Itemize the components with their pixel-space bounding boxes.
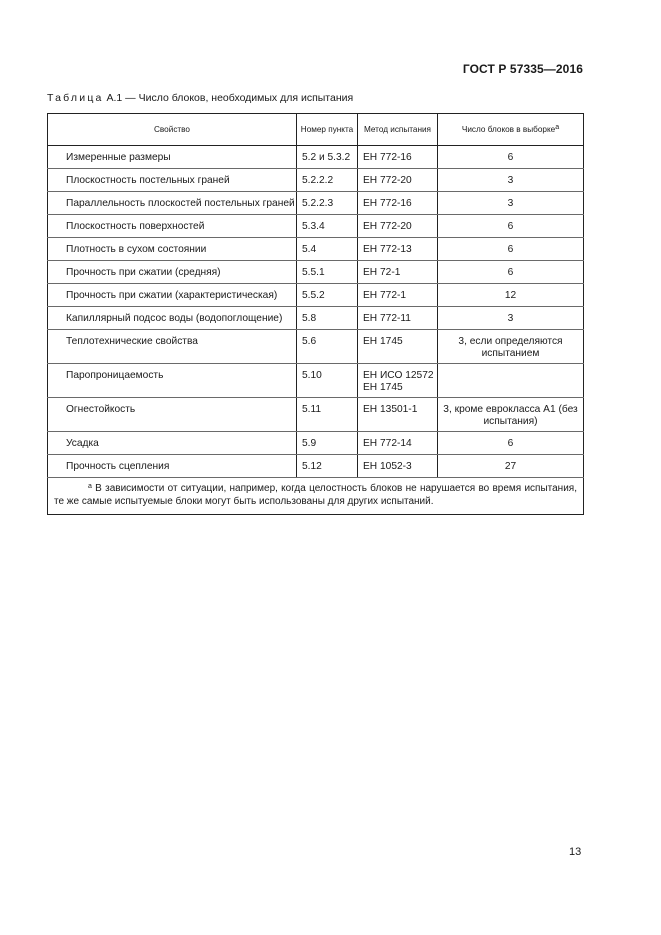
cell-method: ЕН 1745 xyxy=(363,336,403,347)
header-method: Метод испытания xyxy=(358,114,438,146)
header-count-footnote-mark: a xyxy=(555,123,560,131)
cell-count: 3 xyxy=(507,175,514,186)
table-row xyxy=(48,169,584,192)
cell-property: Прочность при сжатии (средняя) xyxy=(66,267,221,278)
cell-method: ЕН 13501-1 xyxy=(363,404,418,415)
cell-clause: 5.5.1 xyxy=(302,267,325,278)
footnote-text: В зависимости от ситуации, например, когда целостность блоков не нарушается во время испытания, те же самые испытуемые блоки могут быть использованы для других испытаний. xyxy=(54,483,577,507)
cell-count: 6 xyxy=(507,438,514,449)
footnote-mark: a xyxy=(88,483,92,490)
table-footnote-row xyxy=(48,478,584,515)
cell-clause: 5.4 xyxy=(302,244,317,255)
cell-property: Плоскостность поверхностей xyxy=(66,221,205,232)
cell-clause: 5.12 xyxy=(302,461,322,472)
table-caption-text: А.1 — Число блоков, необходимых для испытания xyxy=(103,92,354,104)
cell-clause: 5.6 xyxy=(302,336,317,347)
cell-property: Параллельность плоскостей постельных граней xyxy=(66,198,295,209)
cell-clause: 5.3.4 xyxy=(302,221,325,232)
table-row xyxy=(48,398,584,432)
cell-method: ЕН 772-20 xyxy=(363,221,412,232)
table-row xyxy=(48,284,584,307)
cell-clause: 5.2.2.3 xyxy=(302,198,334,209)
cell-method: ЕН 772-13 xyxy=(363,244,412,255)
cell-property: Огнестойкость xyxy=(66,404,136,415)
table-caption-label: Таблица xyxy=(47,92,104,104)
cell-property: Измеренные размеры xyxy=(66,152,171,163)
cell-count: 6 xyxy=(507,152,514,163)
cell-method: ЕН 772-11 xyxy=(363,313,411,324)
cell-method: ЕН 1052-3 xyxy=(363,461,412,472)
table-row xyxy=(48,455,584,478)
cell-clause: 5.8 xyxy=(302,313,317,324)
table-row xyxy=(48,215,584,238)
cell-count: 3, кроме еврокласса А1 (без испытания) xyxy=(443,404,578,427)
table-row xyxy=(48,307,584,330)
cell-property: Прочность при сжатии (характеристическая) xyxy=(66,290,278,301)
cell-count: 6 xyxy=(507,267,514,278)
cell-clause: 5.5.2 xyxy=(302,290,325,301)
header-count-label: Число блоков в выборке xyxy=(461,124,556,134)
header-property: Свойство xyxy=(48,114,297,146)
table-footnote xyxy=(48,478,584,515)
table-row xyxy=(48,364,584,398)
cell-count: 3 xyxy=(507,198,514,209)
cell-property: Теплотехнические свойства xyxy=(66,336,198,347)
table-row xyxy=(48,238,584,261)
table-caption xyxy=(47,92,353,104)
table-row xyxy=(48,432,584,455)
cell-clause: 5.2.2.2 xyxy=(302,175,334,186)
header-clause: Номер пункта xyxy=(297,114,358,146)
table-row xyxy=(48,261,584,284)
cell-count: 27 xyxy=(504,461,517,472)
cell-method: ЕН 772-14 xyxy=(363,438,412,449)
cell-method: ЕН 772-20 xyxy=(363,175,412,186)
table-row xyxy=(48,192,584,215)
cell-count: 3, если определяются испытанием xyxy=(458,336,563,359)
document-standard-number: ГОСТ Р 57335—2016 xyxy=(462,62,583,76)
cell-method: ЕН 772-1 xyxy=(363,290,407,301)
cell-method: ЕН 772-16 xyxy=(363,152,412,163)
table-row xyxy=(48,330,584,364)
table-row xyxy=(48,146,584,169)
page-number: 13 xyxy=(569,846,582,858)
cell-property: Капиллярный подсос воды (водопоглощение) xyxy=(66,313,283,324)
cell-property: Паропроницаемость xyxy=(66,370,164,381)
cell-property: Прочность сцепления xyxy=(66,461,170,472)
cell-count: 6 xyxy=(507,221,514,232)
cell-method: ЕН 72-1 xyxy=(363,267,401,278)
cell-count: 6 xyxy=(507,244,514,255)
table-header-row xyxy=(48,114,584,146)
blocks-count-table xyxy=(47,113,584,515)
cell-clause: 5.2 и 5.3.2 xyxy=(302,152,351,163)
cell-property: Плоскостность постельных граней xyxy=(66,175,230,186)
header-count xyxy=(438,114,584,146)
cell-count xyxy=(438,364,583,370)
cell-property: Плотность в сухом состоянии xyxy=(66,244,207,255)
cell-clause: 5.10 xyxy=(302,370,322,381)
cell-method: ЕН ИСО 12572 ЕН 1745 xyxy=(363,370,434,393)
cell-clause: 5.11 xyxy=(302,404,322,415)
cell-property: Усадка xyxy=(66,438,99,449)
cell-method: ЕН 772-16 xyxy=(363,198,412,209)
cell-clause: 5.9 xyxy=(302,438,317,449)
cell-count: 3 xyxy=(507,313,514,324)
cell-count: 12 xyxy=(504,290,517,301)
